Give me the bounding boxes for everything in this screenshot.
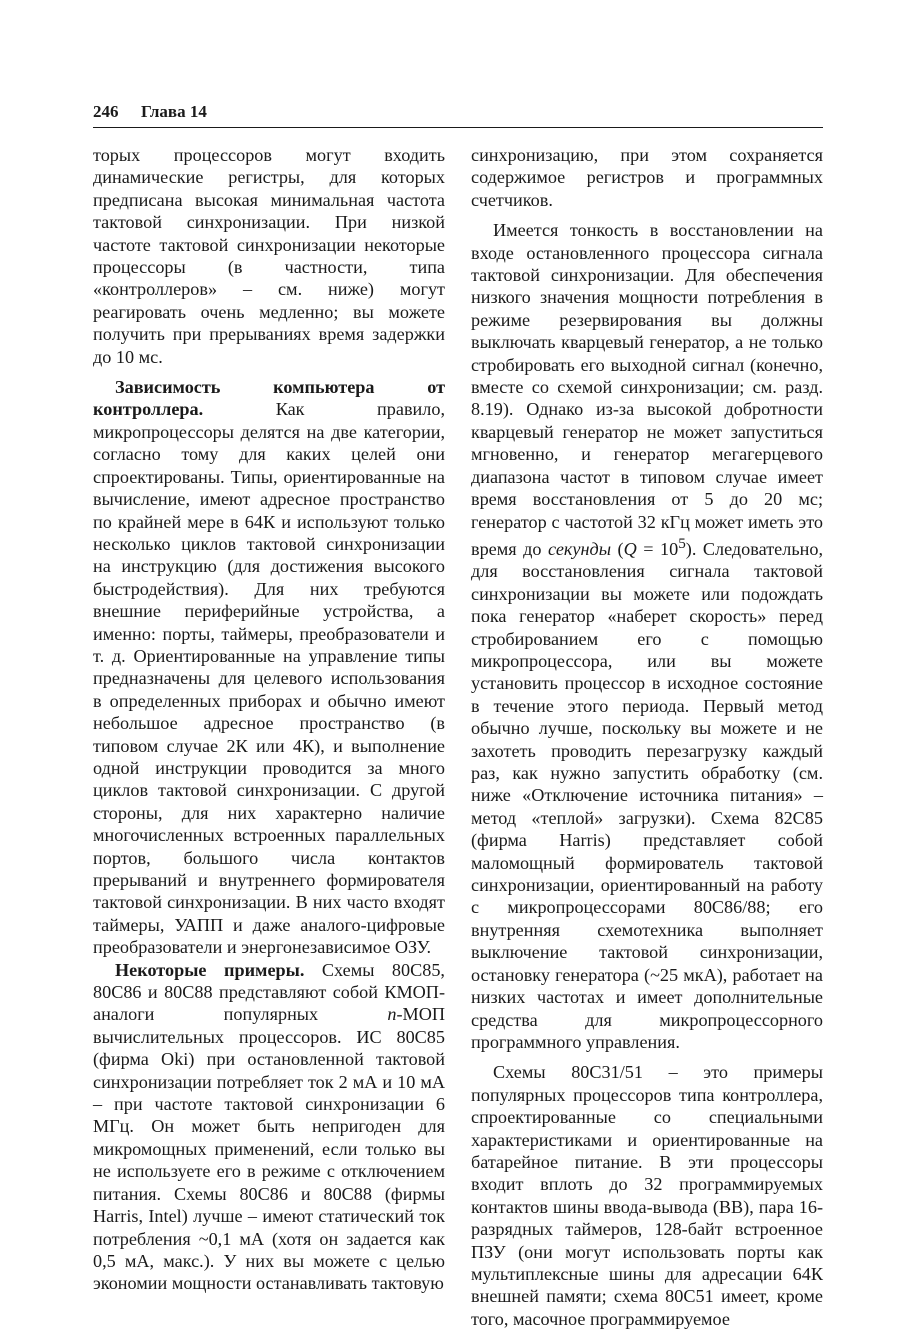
italic-text: Q (623, 538, 637, 559)
paragraph-text: Схемы 80C85, 80C86 и 80C88 представляют собой КМОП-аналоги популярных (93, 959, 445, 1025)
paragraph (471, 219, 823, 1053)
chapter-title: Глава 14 (141, 102, 207, 121)
paragraph (93, 959, 445, 1295)
paragraph (93, 376, 445, 959)
paragraph-text: -МОП вычислительных процессоров. ИС 80C85 (фирма Oki) при остановленной тактовой синхронизации потребляет ток 2 мА и 10 мА – при частоте тактовой синхронизации 6 МГц. Он может быть непригоден для микромощных применений, если только вы не используете его в режиме с отключением питания. Схемы 80C86 и 80C88 (фирмы Harris, Intel) лучше – имеют статический ток потребления ~0,1 мА (хотя он задается как 0,5 мА, макс.). У них вы можете с целью экономии мощности останавливать тактовую (93, 1004, 445, 1294)
page-header (93, 100, 823, 124)
paragraph-text: ( (611, 538, 624, 559)
paragraph: синхронизацию, при этом сохраняется содержимое регистров и программных счетчиков. (471, 145, 823, 210)
paragraph-text: = 10 (636, 538, 679, 559)
run-in-heading: Некоторые примеры. (115, 959, 305, 980)
italic-text: секунды (548, 538, 612, 559)
run-in-heading: Зависимость компьютера от контроллера. (93, 377, 445, 420)
paragraph: Схемы 80C31/51 – это примеры популярных процессоров типа контроллера, спроектированные со специальными характеристиками и ориентированные на батарейное питание. В эти процессоры входит вплоть до 32 программируемых контактов шины ввода-вывода (ВВ), пара 16-разрядных таймеров, 128-байт встроенное ПЗУ (они могут использовать порты как мультиплексные шины для адресации 64К внешней памяти; схема 80C51 имеет, кроме того, масочное программируемое (471, 1062, 823, 1329)
right-column (471, 144, 823, 1330)
paragraph-text: ). Следовательно, для восстановления сигнала тактовой синхронизации вы можете или подождать пока генератор «наберет скорость» перед стробированием его с помощью микропроцессора, или вы можете установить процессор в исходное состояние в течение этого периода. Первый метод обычно лучше, поскольку вы можете и не захотеть проводить перезагрузку каждый раз, как нужно запустить обработку (см. ниже «Отключение источника питания» – метод «теплой» загрузки). Схема 82C85 (фирма Harris) представляет собой маломощный формирователь тактовой синхронизации, ориентированный на работу с микропроцессорами 80C86/88; его внутренняя схемотехника выполняет выключение тактовой синхронизации, остановку генератора (~25 мкА), работает на низких частотах и имеет дополнительные средства для микропроцессорного программного управления. (471, 538, 823, 1052)
superscript: 5 (678, 534, 686, 552)
left-column (93, 144, 445, 1295)
italic-text: n (387, 1004, 397, 1025)
paragraph-text: Как правило, микропроцессоры делятся на две категории, согласно тому для каких целей они спроектированы. Типы, ориентированные на вычисление, имеют адресное пространство по крайней мере в 64К и используют только несколько циклов тактовой синхронизации на инструкцию (для достижения высокого быстродействия). Для них требуются внешние периферийные устройства, а именно: порты, таймеры, преобразователи и т. д. Ориентированные на управление типы предназначены для целевого использования в определенных приборах и обычно имеют небольшое адресное пространство (в типовом случае 2К или 4К), и выполнение одной инструкции проводится за много циклов тактовой синхронизации. С другой стороны, для них характерно наличие многочисленных встроенных параллельных портов, большого числа контактов прерываний и внутреннего формирователя тактовой синхронизации. В них часто входят таймеры, УАПП и даже аналого-цифровые преобразователи и энергонезависимое ОЗУ. (93, 399, 445, 958)
header-rule (93, 127, 823, 128)
paragraph: торых процессоров могут входить динамические регистры, для которых предписана высокая минимальная частота тактовой синхронизации. При низкой частоте тактовой синхронизации некоторые процессоры (в частности, типа «контроллеров» – см. ниже) могут реагировать очень медленно; вы можете получить при прерываниях время задержки до 10 мс. (93, 145, 445, 367)
paragraph-text: Имеется тонкость в восстановлении на входе остановленного процессора сигнала тактовой синхронизации. Для обеспечения низкого значения мощности потребления в режиме резервирования вы должны выключать кварцевый генератор, а не только стробировать его выходной сигнал (конечно, вместе со схемой синхронизации; см. разд. 8.19). Однако из-за высокой добротности кварцевый генератор не может запуститься мгновенно, и генератор мегагерцевого диапазона частот в типовом случае имеет время восстановления от 5 до 20 мс; генератор с частотой 32 кГц может иметь это время до (471, 220, 823, 559)
page-number: 246 (93, 102, 119, 121)
